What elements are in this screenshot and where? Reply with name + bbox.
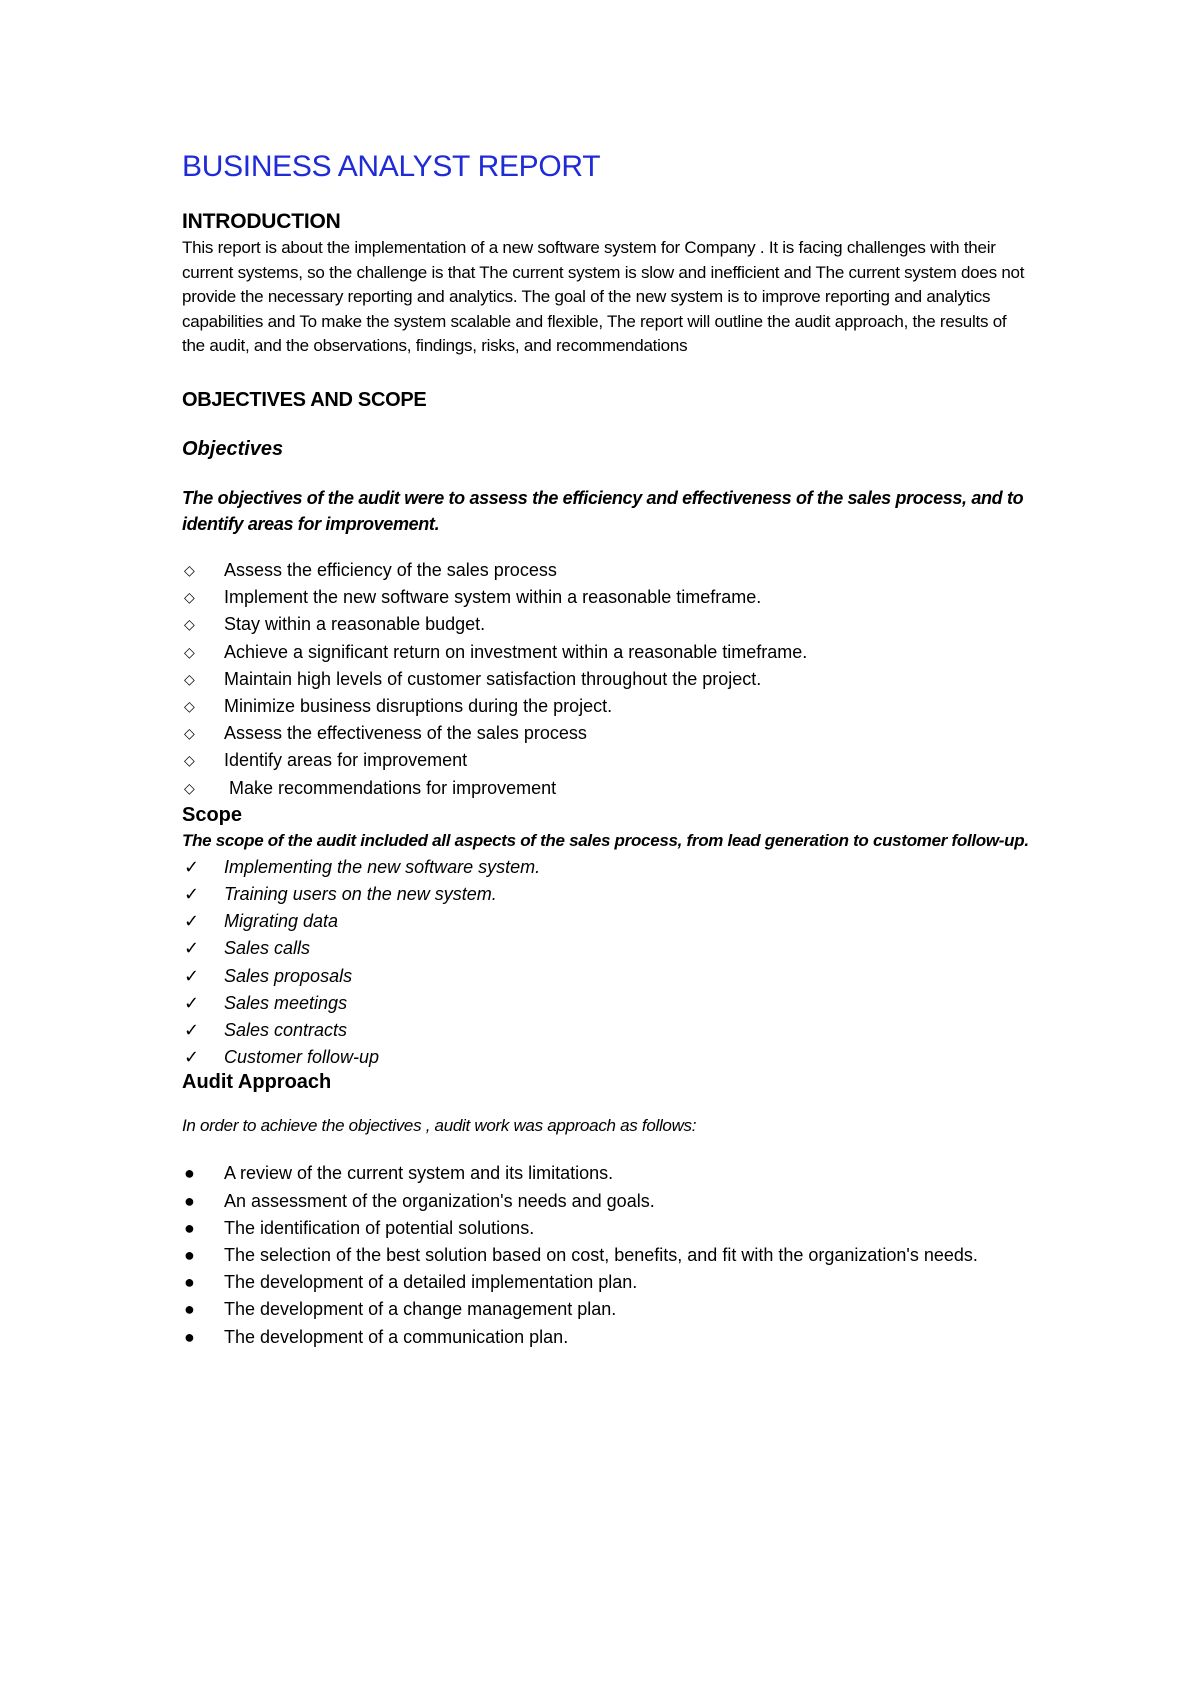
list-item (182, 1188, 1032, 1215)
bullet-dot-icon: ● (184, 1272, 195, 1293)
introduction-heading: INTRODUCTION (182, 210, 341, 233)
objective-text: Minimize business disruptions during the project. (224, 695, 613, 716)
checkmark-icon: ✓ (184, 1047, 200, 1068)
checkmark-icon: ✓ (184, 938, 200, 959)
scope-text: Training users on the new system. (224, 884, 497, 904)
list-item (182, 1044, 1032, 1071)
diamond-bullet-icon: ◇ (184, 670, 195, 687)
list-item (182, 666, 1032, 693)
list-item (182, 584, 1032, 611)
checkmark-icon: ✓ (184, 856, 200, 877)
diamond-bullet-icon: ◇ (184, 616, 195, 633)
scope-text: Sales calls (224, 938, 311, 959)
objective-text: Assess the effectiveness of the sales process (224, 723, 587, 744)
approach-text: An assessment of the organization's needs and goals. (224, 1190, 655, 1211)
audit-approach-heading: Audit Approach (182, 1071, 332, 1094)
approach-text: The development of a change management plan. (224, 1299, 617, 1320)
diamond-bullet-icon: ◇ (184, 697, 195, 714)
document-title: BUSINESS ANALYST REPORT (182, 150, 601, 183)
bullet-dot-icon: ● (184, 1217, 195, 1238)
objectives-heading: Objectives (182, 437, 284, 460)
scope-text: Sales contracts (224, 1020, 348, 1041)
approach-text: The selection of the best solution based on cost, benefits, and fit with the organization's needs. (224, 1245, 978, 1266)
document-content (182, 150, 1032, 1351)
scope-text: Sales proposals (224, 965, 353, 986)
list-item (182, 611, 1032, 638)
list-item (182, 1160, 1032, 1187)
approach-text: The development of a communication plan. (224, 1326, 569, 1347)
objectives-intro: The objectives of the audit were to assess the efficiency and effectiveness of the sales process, and to identify areas for improvement. (182, 487, 1024, 534)
diamond-bullet-icon: ◇ (184, 779, 195, 796)
approach-text: A review of the current system and its limitations. (224, 1163, 614, 1184)
objectives-scope-heading: OBJECTIVES AND SCOPE (182, 388, 427, 411)
scope-list (182, 854, 1032, 1072)
diamond-bullet-icon: ◇ (184, 643, 195, 660)
list-item (182, 935, 1032, 962)
list-item (182, 1242, 1032, 1269)
objective-text: Identify areas for improvement (224, 750, 468, 771)
bullet-dot-icon: ● (184, 1326, 195, 1347)
objective-text: Make recommendations for improvement (224, 777, 557, 798)
list-item (182, 775, 1032, 802)
list-item (182, 908, 1032, 935)
list-item (182, 1324, 1032, 1351)
diamond-bullet-icon: ◇ (184, 561, 195, 578)
objectives-list (182, 557, 1032, 802)
approach-text: The identification of potential solutions. (224, 1217, 535, 1238)
objective-text: Assess the efficiency of the sales process (224, 559, 557, 580)
objective-text: Achieve a significant return on investment within a reasonable timeframe. (224, 641, 808, 662)
list-item (182, 1017, 1032, 1044)
diamond-bullet-icon: ◇ (184, 725, 195, 742)
objective-text: Stay within a reasonable budget. (224, 614, 486, 635)
list-item (182, 639, 1032, 666)
checkmark-icon: ✓ (184, 965, 200, 986)
checkmark-icon: ✓ (184, 1020, 200, 1041)
objective-text: Implement the new software system within a reasonable timeframe. (224, 587, 762, 608)
scope-text: Sales meetings (224, 992, 348, 1013)
checkmark-icon: ✓ (184, 992, 200, 1013)
list-item (182, 854, 1032, 881)
diamond-bullet-icon: ◇ (184, 589, 195, 606)
diamond-bullet-icon: ◇ (184, 752, 195, 769)
list-item (182, 990, 1032, 1017)
scope-text: Implementing the new software system. (224, 856, 541, 877)
list-item (182, 720, 1032, 747)
audit-approach-intro: In order to achieve the objectives , audit work was approach as follows: (182, 1116, 697, 1136)
list-item (182, 1296, 1032, 1323)
scope-intro: The scope of the audit included all aspects of the sales process, from lead generation to customer follow-up. (182, 830, 1029, 850)
bullet-dot-icon: ● (184, 1163, 195, 1184)
approach-text: The development of a detailed implementation plan. (224, 1272, 638, 1293)
audit-approach-list (182, 1160, 1032, 1350)
scope-heading: Scope (182, 803, 243, 826)
list-item (182, 881, 1032, 908)
bullet-dot-icon: ● (184, 1190, 195, 1211)
list-item (182, 963, 1032, 990)
list-item (182, 1269, 1032, 1296)
bullet-dot-icon: ● (184, 1245, 195, 1266)
introduction-paragraph: This report is about the implementation of a new software system for Company . It is facing challenges with their current systems, so the challenge is that The current system is slow and inefficient and The current system does not provide the necessary reporting and analytics. The goal of the new system is to improve reporting and analytics capabilities and To make the system scalable and flexible, The report will outline the audit approach, the results of the audit, and the observations, findings, risks, and recommendations (182, 238, 1025, 356)
scope-text: Migrating data (224, 911, 339, 932)
checkmark-icon: ✓ (184, 884, 200, 904)
list-item (182, 1215, 1032, 1242)
scope-text: Customer follow-up (224, 1047, 380, 1068)
bullet-dot-icon: ● (184, 1299, 195, 1320)
list-item (182, 557, 1032, 584)
list-item (182, 693, 1032, 720)
checkmark-icon: ✓ (184, 911, 200, 932)
objective-text: Maintain high levels of customer satisfaction throughout the project. (224, 668, 762, 689)
list-item (182, 747, 1032, 774)
